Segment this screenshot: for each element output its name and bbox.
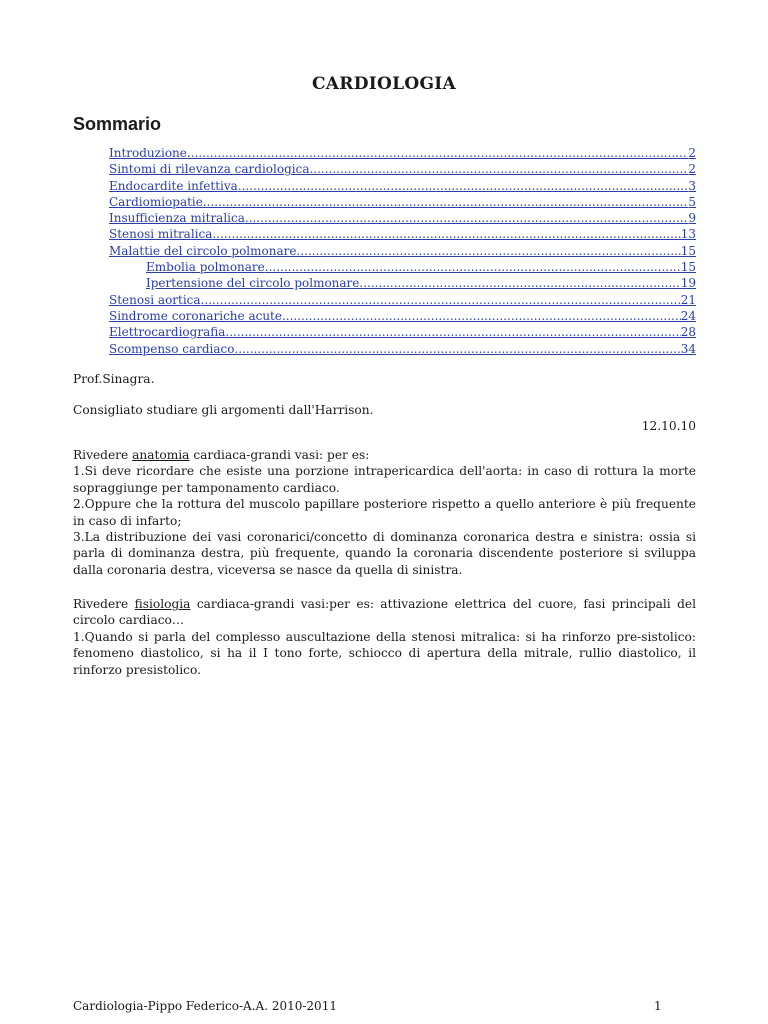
toc-entry-label: Elettrocardiografia xyxy=(109,325,226,340)
toc-entry-label: Sindrome coronariche acute xyxy=(109,308,282,323)
toc-entry-page: 9 xyxy=(688,211,696,226)
toc-entry-page: 19 xyxy=(680,276,696,291)
document-title: CARDIOLOGIA xyxy=(311,74,457,94)
toc-leader-dots xyxy=(359,275,680,291)
toc-entry[interactable] xyxy=(109,259,696,275)
toc-entry[interactable] xyxy=(109,292,696,308)
toc-leader-dots xyxy=(187,145,688,161)
toc-entry-page: 28 xyxy=(680,325,696,340)
toc-entry-label: Stenosi mitralica xyxy=(109,227,213,242)
toc-leader-dots xyxy=(309,161,688,177)
toc-entry-page: 5 xyxy=(688,194,696,209)
toc-entry-page: 15 xyxy=(680,243,696,258)
fisiologia-keyword: fisiologia xyxy=(134,597,191,611)
toc-entry[interactable] xyxy=(109,275,696,291)
toc-leader-dots xyxy=(225,324,680,340)
author-line: Prof.Sinagra. xyxy=(73,372,155,386)
anatomia-keyword: anatomia xyxy=(132,448,190,462)
toc-entry-page: 2 xyxy=(688,146,696,160)
anatomia-point-2: 2.Oppure che la rottura del muscolo papillare posteriore rispetto a quello anteriore è più frequente in caso di infarto; xyxy=(73,497,696,528)
fisiologia-intro xyxy=(73,596,696,629)
fisiologia-suffix: cardiaca-grandi vasi:per es: attivazione elettrica del cuore, fasi principali del circolo cardiaco… xyxy=(73,597,696,628)
footer-text: Cardiologia-Pippo Federico-A.A. 2010-2011 xyxy=(73,999,337,1013)
toc-entry-label: Ipertensione del circolo polmonare xyxy=(146,276,360,291)
toc-entry-page: 15 xyxy=(680,260,696,275)
toc-entry-label: Stenosi aortica xyxy=(109,292,201,307)
toc-leader-dots xyxy=(234,341,680,357)
toc-leader-dots xyxy=(296,243,680,259)
toc-entry-page: 34 xyxy=(680,341,696,356)
table-of-contents xyxy=(109,145,696,357)
toc-entry-page: 13 xyxy=(680,227,696,242)
toc-entry[interactable] xyxy=(109,226,696,242)
toc-leader-dots xyxy=(212,226,680,242)
footer-page-number: 1 xyxy=(654,999,662,1013)
toc-entry-label: Malattie del circolo polmonare xyxy=(109,243,297,258)
toc-entry-page: 2 xyxy=(688,162,696,177)
anatomia-suffix: cardiaca-grandi vasi: per es: xyxy=(189,448,370,462)
toc-leader-dots xyxy=(238,178,689,194)
toc-leader-dots xyxy=(203,194,689,210)
toc-entry[interactable] xyxy=(109,324,696,340)
toc-entry[interactable] xyxy=(109,341,696,357)
anatomia-prefix: Rivedere xyxy=(73,448,133,462)
toc-entry-label: Cardiomiopatie xyxy=(109,194,203,209)
toc-heading: Sommario xyxy=(73,114,162,134)
toc-leader-dots xyxy=(282,308,681,324)
toc-entry-page: 24 xyxy=(680,308,696,323)
toc-entry-label: Insufficienza mitralica xyxy=(109,211,245,226)
anatomia-paragraph xyxy=(73,447,696,578)
toc-entry-page: 21 xyxy=(680,292,696,307)
toc-entry-label: Scompenso cardiaco xyxy=(109,341,235,356)
lecture-date: 12.10.10 xyxy=(641,419,696,433)
toc-entry[interactable] xyxy=(109,194,696,210)
advice-paragraph: Consigliato studiare gli argomenti dall'Harrison. xyxy=(73,403,374,417)
toc-entry[interactable] xyxy=(109,178,696,194)
toc-entry-label: Sintomi di rilevanza cardiologica xyxy=(109,162,310,177)
toc-leader-dots xyxy=(245,210,688,226)
fisiologia-paragraph xyxy=(73,596,696,678)
toc-entry[interactable] xyxy=(109,145,696,161)
anatomia-intro xyxy=(73,447,696,463)
fisiologia-point-1: 1.Quando si parla del complesso auscultazione della stenosi mitralica: si ha rinforzo pre-sistolico: fenomeno diastolico, si ha il I tono forte, schiocco di apertura della mitrale, rullio diastolico, il rinforzo presistolico. xyxy=(73,629,696,677)
toc-entry[interactable] xyxy=(109,308,696,324)
toc-leader-dots xyxy=(201,292,681,308)
toc-entry[interactable] xyxy=(109,210,696,226)
toc-entry-label: Introduzione xyxy=(109,146,187,160)
anatomia-point-1: 1.Si deve ricordare che esiste una porzione intrapericardica dell'aorta: in caso di rottura la morte sopraggiunge per tamponamento cardiaco. xyxy=(73,464,696,495)
toc-entry-page: 3 xyxy=(688,178,696,193)
fisiologia-prefix: Rivedere xyxy=(73,597,135,611)
anatomia-point-3: 3.La distribuzione dei vasi coronarici/concetto di dominanza coronarica destra e sinistra: ossia si parla di dominanza destra, più frequente, quando la coronaria discendente posteriore si sviluppa dalla coronaria destra, viceversa se nasce da quella di sinistra. xyxy=(73,530,696,577)
toc-entry-label: Endocardite infettiva xyxy=(109,178,238,193)
toc-entry[interactable] xyxy=(109,161,696,177)
toc-leader-dots xyxy=(265,259,681,275)
toc-entry[interactable] xyxy=(109,243,696,259)
toc-entry-label: Embolia polmonare xyxy=(146,260,265,275)
